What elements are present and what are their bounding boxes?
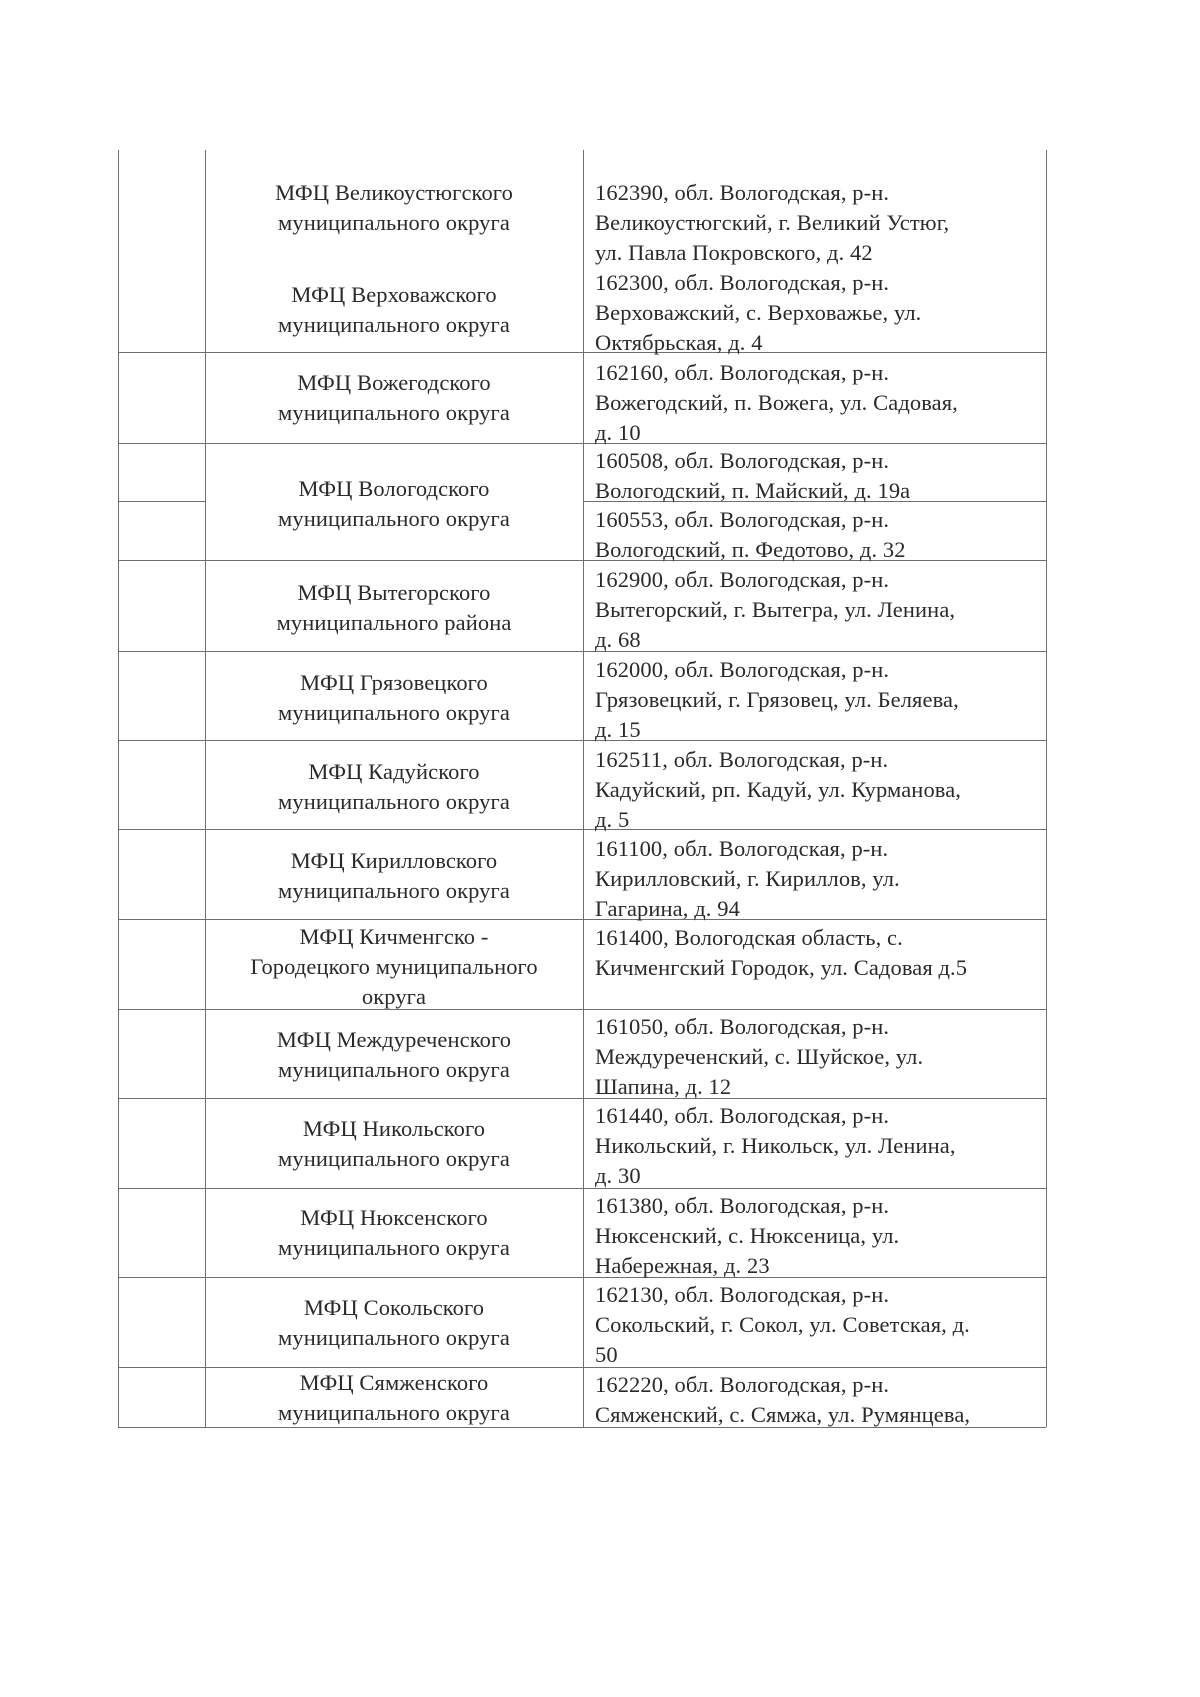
mfc-name-line: МФЦ Вытегорского bbox=[297, 580, 491, 605]
mfc-name-line: МФЦ Верховажского bbox=[291, 282, 497, 307]
mfc-name-line: МФЦ Междуреченского bbox=[276, 1027, 512, 1052]
mfc-name-line: муниципального района bbox=[276, 610, 512, 635]
row-border-split-number bbox=[118, 501, 205, 502]
mfc-address-line: 160553, обл. Вологодская, р-н. bbox=[595, 507, 890, 532]
mfc-address-line: 160508, обл. Вологодская, р-н. bbox=[595, 448, 890, 473]
mfc-address-line: Шапина, д. 12 bbox=[595, 1074, 732, 1099]
mfc-name-line: муниципального округа bbox=[278, 878, 510, 903]
mfc-name-line: МФЦ Кадуйского bbox=[308, 759, 480, 784]
mfc-name-line: муниципального округа bbox=[278, 1400, 510, 1425]
mfc-name-line: МФЦ Никольского bbox=[302, 1116, 486, 1141]
mfc-address-line: д. 30 bbox=[595, 1163, 641, 1188]
mfc-address-line: 162300, обл. Вологодская, р-н. bbox=[595, 270, 890, 295]
mfc-address-line: 162160, обл. Вологодская, р-н. bbox=[595, 360, 890, 385]
mfc-address bbox=[595, 834, 1041, 924]
mfc-name-line: муниципального округа bbox=[278, 700, 510, 725]
mfc-address-line: 161050, обл. Вологодская, р-н. bbox=[595, 1014, 890, 1039]
mfc-name-line: МФЦ Сямженского bbox=[299, 1370, 489, 1395]
mfc-name bbox=[208, 578, 580, 638]
mfc-name bbox=[208, 922, 580, 1012]
mfc-address-line: Нюксенский, с. Нюксеница, ул. bbox=[595, 1223, 900, 1248]
mfc-name bbox=[208, 368, 580, 428]
mfc-address bbox=[595, 178, 1041, 268]
mfc-name-line: МФЦ Вологодского bbox=[298, 476, 490, 501]
table-divider-name bbox=[583, 150, 584, 1427]
mfc-address-line: 162390, обл. Вологодская, р-н. bbox=[595, 180, 890, 205]
mfc-address-line: Вытегорский, г. Вытегра, ул. Ленина, bbox=[595, 597, 956, 622]
mfc-address-line: 162000, обл. Вологодская, р-н. bbox=[595, 657, 890, 682]
mfc-name-line: муниципального округа bbox=[278, 506, 510, 531]
mfc-name-line: муниципального округа bbox=[278, 1146, 510, 1171]
mfc-name-line: муниципального округа bbox=[278, 1057, 510, 1082]
mfc-name bbox=[208, 474, 580, 534]
mfc-name-line: муниципального округа bbox=[278, 1325, 510, 1350]
mfc-name-line: округа bbox=[361, 984, 427, 1009]
mfc-address bbox=[595, 1101, 1041, 1191]
mfc-address-line: д. 10 bbox=[595, 420, 641, 445]
mfc-name bbox=[208, 668, 580, 728]
mfc-address bbox=[595, 1191, 1041, 1281]
mfc-address-line: 161400, Вологодская область, с. bbox=[595, 925, 903, 950]
mfc-address-line: Кирилловский, г. Кириллов, ул. bbox=[595, 866, 900, 891]
mfc-name-line: МФЦ Грязовецкого bbox=[300, 670, 488, 695]
mfc-address-line: Грязовецкий, г. Грязовец, ул. Беляева, bbox=[595, 687, 959, 712]
table-divider-number bbox=[205, 150, 206, 1427]
mfc-name-line: МФЦ Великоустюгского bbox=[275, 180, 513, 205]
mfc-name bbox=[208, 1025, 580, 1085]
mfc-address bbox=[595, 655, 1041, 745]
mfc-address bbox=[595, 745, 1041, 835]
mfc-address bbox=[595, 1370, 1041, 1430]
mfc-name bbox=[208, 1368, 580, 1428]
mfc-address bbox=[595, 1280, 1041, 1370]
mfc-name-line: МФЦ Кичменгско - bbox=[299, 924, 489, 949]
mfc-address bbox=[595, 446, 1041, 506]
mfc-address-line: ул. Павла Покровского, д. 42 bbox=[595, 240, 873, 265]
mfc-address-line: 162130, обл. Вологодская, р-н. bbox=[595, 1282, 890, 1307]
mfc-address-line: Междуреченский, с. Шуйское, ул. bbox=[595, 1044, 924, 1069]
mfc-name bbox=[208, 1114, 580, 1174]
mfc-address-line: д. 5 bbox=[595, 807, 630, 832]
mfc-address bbox=[595, 358, 1041, 448]
mfc-address-line: Великоустюгский, г. Великий Устюг, bbox=[595, 210, 950, 235]
mfc-address bbox=[595, 565, 1041, 655]
mfc-name-line: муниципального округа bbox=[278, 789, 510, 814]
mfc-name-line: муниципального округа bbox=[278, 400, 510, 425]
mfc-name bbox=[208, 846, 580, 906]
mfc-address-line: Вологодский, п. Федотово, д. 32 bbox=[595, 537, 906, 562]
mfc-address-line: Октябрьская, д. 4 bbox=[595, 330, 763, 355]
mfc-address bbox=[595, 505, 1041, 565]
mfc-name bbox=[208, 178, 580, 238]
mfc-address-line: 162511, обл. Вологодская, р-н. bbox=[595, 747, 889, 772]
mfc-name-line: муниципального округа bbox=[278, 312, 510, 337]
mfc-address-line: Вологодский, п. Майский, д. 19а bbox=[595, 478, 911, 503]
mfc-name-line: муниципального округа bbox=[278, 210, 510, 235]
mfc-name-line: МФЦ Нюксенского bbox=[300, 1205, 488, 1230]
mfc-address-line: Сямженский, с. Сямжа, ул. Румянцева, bbox=[595, 1402, 971, 1427]
mfc-address-line: Никольский, г. Никольск, ул. Ленина, bbox=[595, 1133, 956, 1158]
mfc-address-line: Вожегодский, п. Вожега, ул. Садовая, bbox=[595, 390, 958, 415]
table-border-right bbox=[1046, 150, 1047, 1427]
mfc-address-line: 161440, обл. Вологодская, р-н. bbox=[595, 1103, 890, 1128]
mfc-address-line: д. 68 bbox=[595, 627, 641, 652]
mfc-name bbox=[208, 280, 580, 340]
mfc-address-line: 162220, обл. Вологодская, р-н. bbox=[595, 1372, 890, 1397]
mfc-address-line: Гагарина, д. 94 bbox=[595, 896, 740, 921]
mfc-address bbox=[595, 268, 1041, 358]
mfc-address bbox=[595, 1012, 1041, 1102]
mfc-address-line: 161100, обл. Вологодская, р-н. bbox=[595, 836, 889, 861]
mfc-name bbox=[208, 1203, 580, 1263]
mfc-name-line: муниципального округа bbox=[278, 1235, 510, 1260]
mfc-name-line: Городецкого муниципального bbox=[250, 954, 538, 979]
mfc-name bbox=[208, 757, 580, 817]
mfc-name-line: МФЦ Сокольского bbox=[303, 1295, 485, 1320]
mfc-name-line: МФЦ Вожегодского bbox=[297, 370, 491, 395]
mfc-address-line: Набережная, д. 23 bbox=[595, 1253, 770, 1278]
table-border-left bbox=[118, 150, 119, 1427]
mfc-address-line: Кадуйский, рп. Кадуй, ул. Курманова, bbox=[595, 777, 962, 802]
mfc-address-line: 161380, обл. Вологодская, р-н. bbox=[595, 1193, 890, 1218]
mfc-address bbox=[595, 923, 1041, 983]
mfc-name bbox=[208, 1293, 580, 1353]
mfc-name-line: МФЦ Кирилловского bbox=[290, 848, 498, 873]
mfc-address-line: Кичменгский Городок, ул. Садовая д.5 bbox=[595, 955, 968, 980]
mfc-address-line: Сокольский, г. Сокол, ул. Советская, д. bbox=[595, 1312, 970, 1337]
mfc-address-line: д. 15 bbox=[595, 717, 641, 742]
mfc-address-line: Верховажский, с. Верховажье, ул. bbox=[595, 300, 922, 325]
mfc-address-line: 50 bbox=[595, 1342, 618, 1367]
mfc-address-line: 162900, обл. Вологодская, р-н. bbox=[595, 567, 890, 592]
